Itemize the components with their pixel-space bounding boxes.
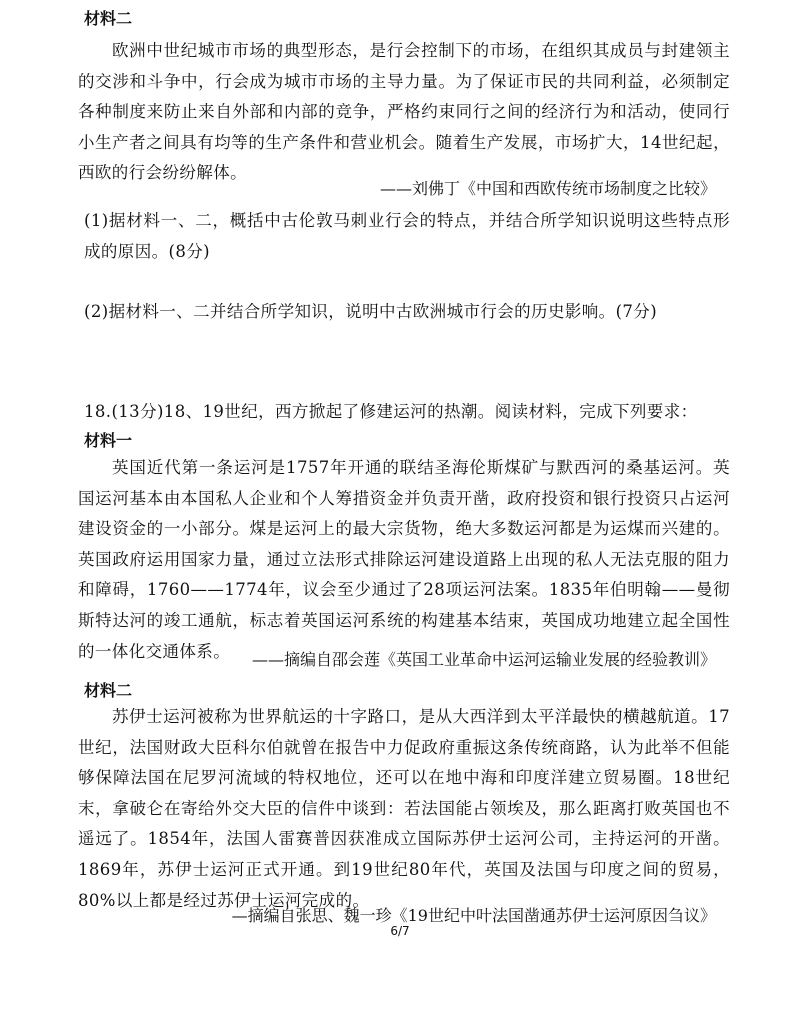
material-one-paragraph: 英国近代第一条运河是1757年开通的联结圣海伦斯煤矿与默西河的桑基运河。英国运河基本由本国私人企业和个人筹措资金并负责开凿，政府投资和银行投资只占运河建设资金的一小部分。煤是运河上的最大宗货物，绝大多数运河都是为运煤而兴建的。英国政府运用国家力量，通过立法形式排除运河建设道路上出现的私人无法克服的阻力和障碍，1760——1774年，议会至少通过了28项运河法案。1835年伯明翰——曼彻斯特达河的竣工通航，标志着英国运河系统的构建基本结束，英国成功地建立起全国性的一体化交通体系。 <box>78 458 730 661</box>
material-two-paragraph-b: 苏伊士运河被称为世界航运的十字路口，是从大西洋到太平洋最快的横越航道。17世纪，法国财政大臣科尔伯就曾在报告中力促政府重振这条传统商路，认为此举不但能够保障法国在尼罗河流域的特权地位，还可以在地中海和印度洋建立贸易圈。18世纪末，拿破仑在寄给外交大臣的信件中谈到：若法国能占领埃及，那么距离打败英国也不遥远了。1854年，法国人雷赛普因获准成立国际苏伊士运河公司，主持运河的开凿。1869年，苏伊士运河正式开通。到19世纪80年代，英国及法国与印度之间的贸易，80%以上都是经过苏伊士运河完成的。 <box>78 707 730 910</box>
material-two-label-b: 材料二 <box>84 681 133 700</box>
question-17-part-2: (2)据材料一、二并结合所学知识，说明中古欧洲城市行会的历史影响。(7分) <box>84 302 658 321</box>
question-18-stem: 18.(13分)18、19世纪，西方掀起了修建运河的热潮。阅读材料，完成下列要求： <box>84 402 698 421</box>
material-two-source-b: —摘编自张思、魏一珍《19世纪中叶法国凿通苏伊士运河原因刍议》 <box>231 906 716 925</box>
page-number: 6/7 <box>390 924 410 938</box>
material-two-label-a: 材料二 <box>84 9 133 28</box>
material-one-label: 材料一 <box>84 431 133 450</box>
material-two-source-a: ——刘佛丁《中国和西欧传统市场制度之比较》 <box>379 179 716 198</box>
material-one-source: ——摘编自邵会莲《英国工业革命中运河运输业发展的经验教训》 <box>251 650 716 669</box>
material-two-paragraph-a: 欧洲中世纪城市市场的典型形态，是行会控制下的市场，在组织其成员与封建领主的交涉和斗争中，行会成为城市市场的主导力量。为了保证市民的共同利益，必须制定各种制度来防止来自外部和内部的竞争，严格约束同行之间的经济行为和活动，使同行小生产者之间具有均等的生产条件和营业机会。随着生产发展，市场扩大，14世纪起，西欧的行会纷纷解体。 <box>78 41 730 183</box>
question-17-part-1: (1)据材料一、二，概括中古伦敦马刺业行会的特点，并结合所学知识说明这些特点形成的原因。(8分) <box>84 211 730 261</box>
